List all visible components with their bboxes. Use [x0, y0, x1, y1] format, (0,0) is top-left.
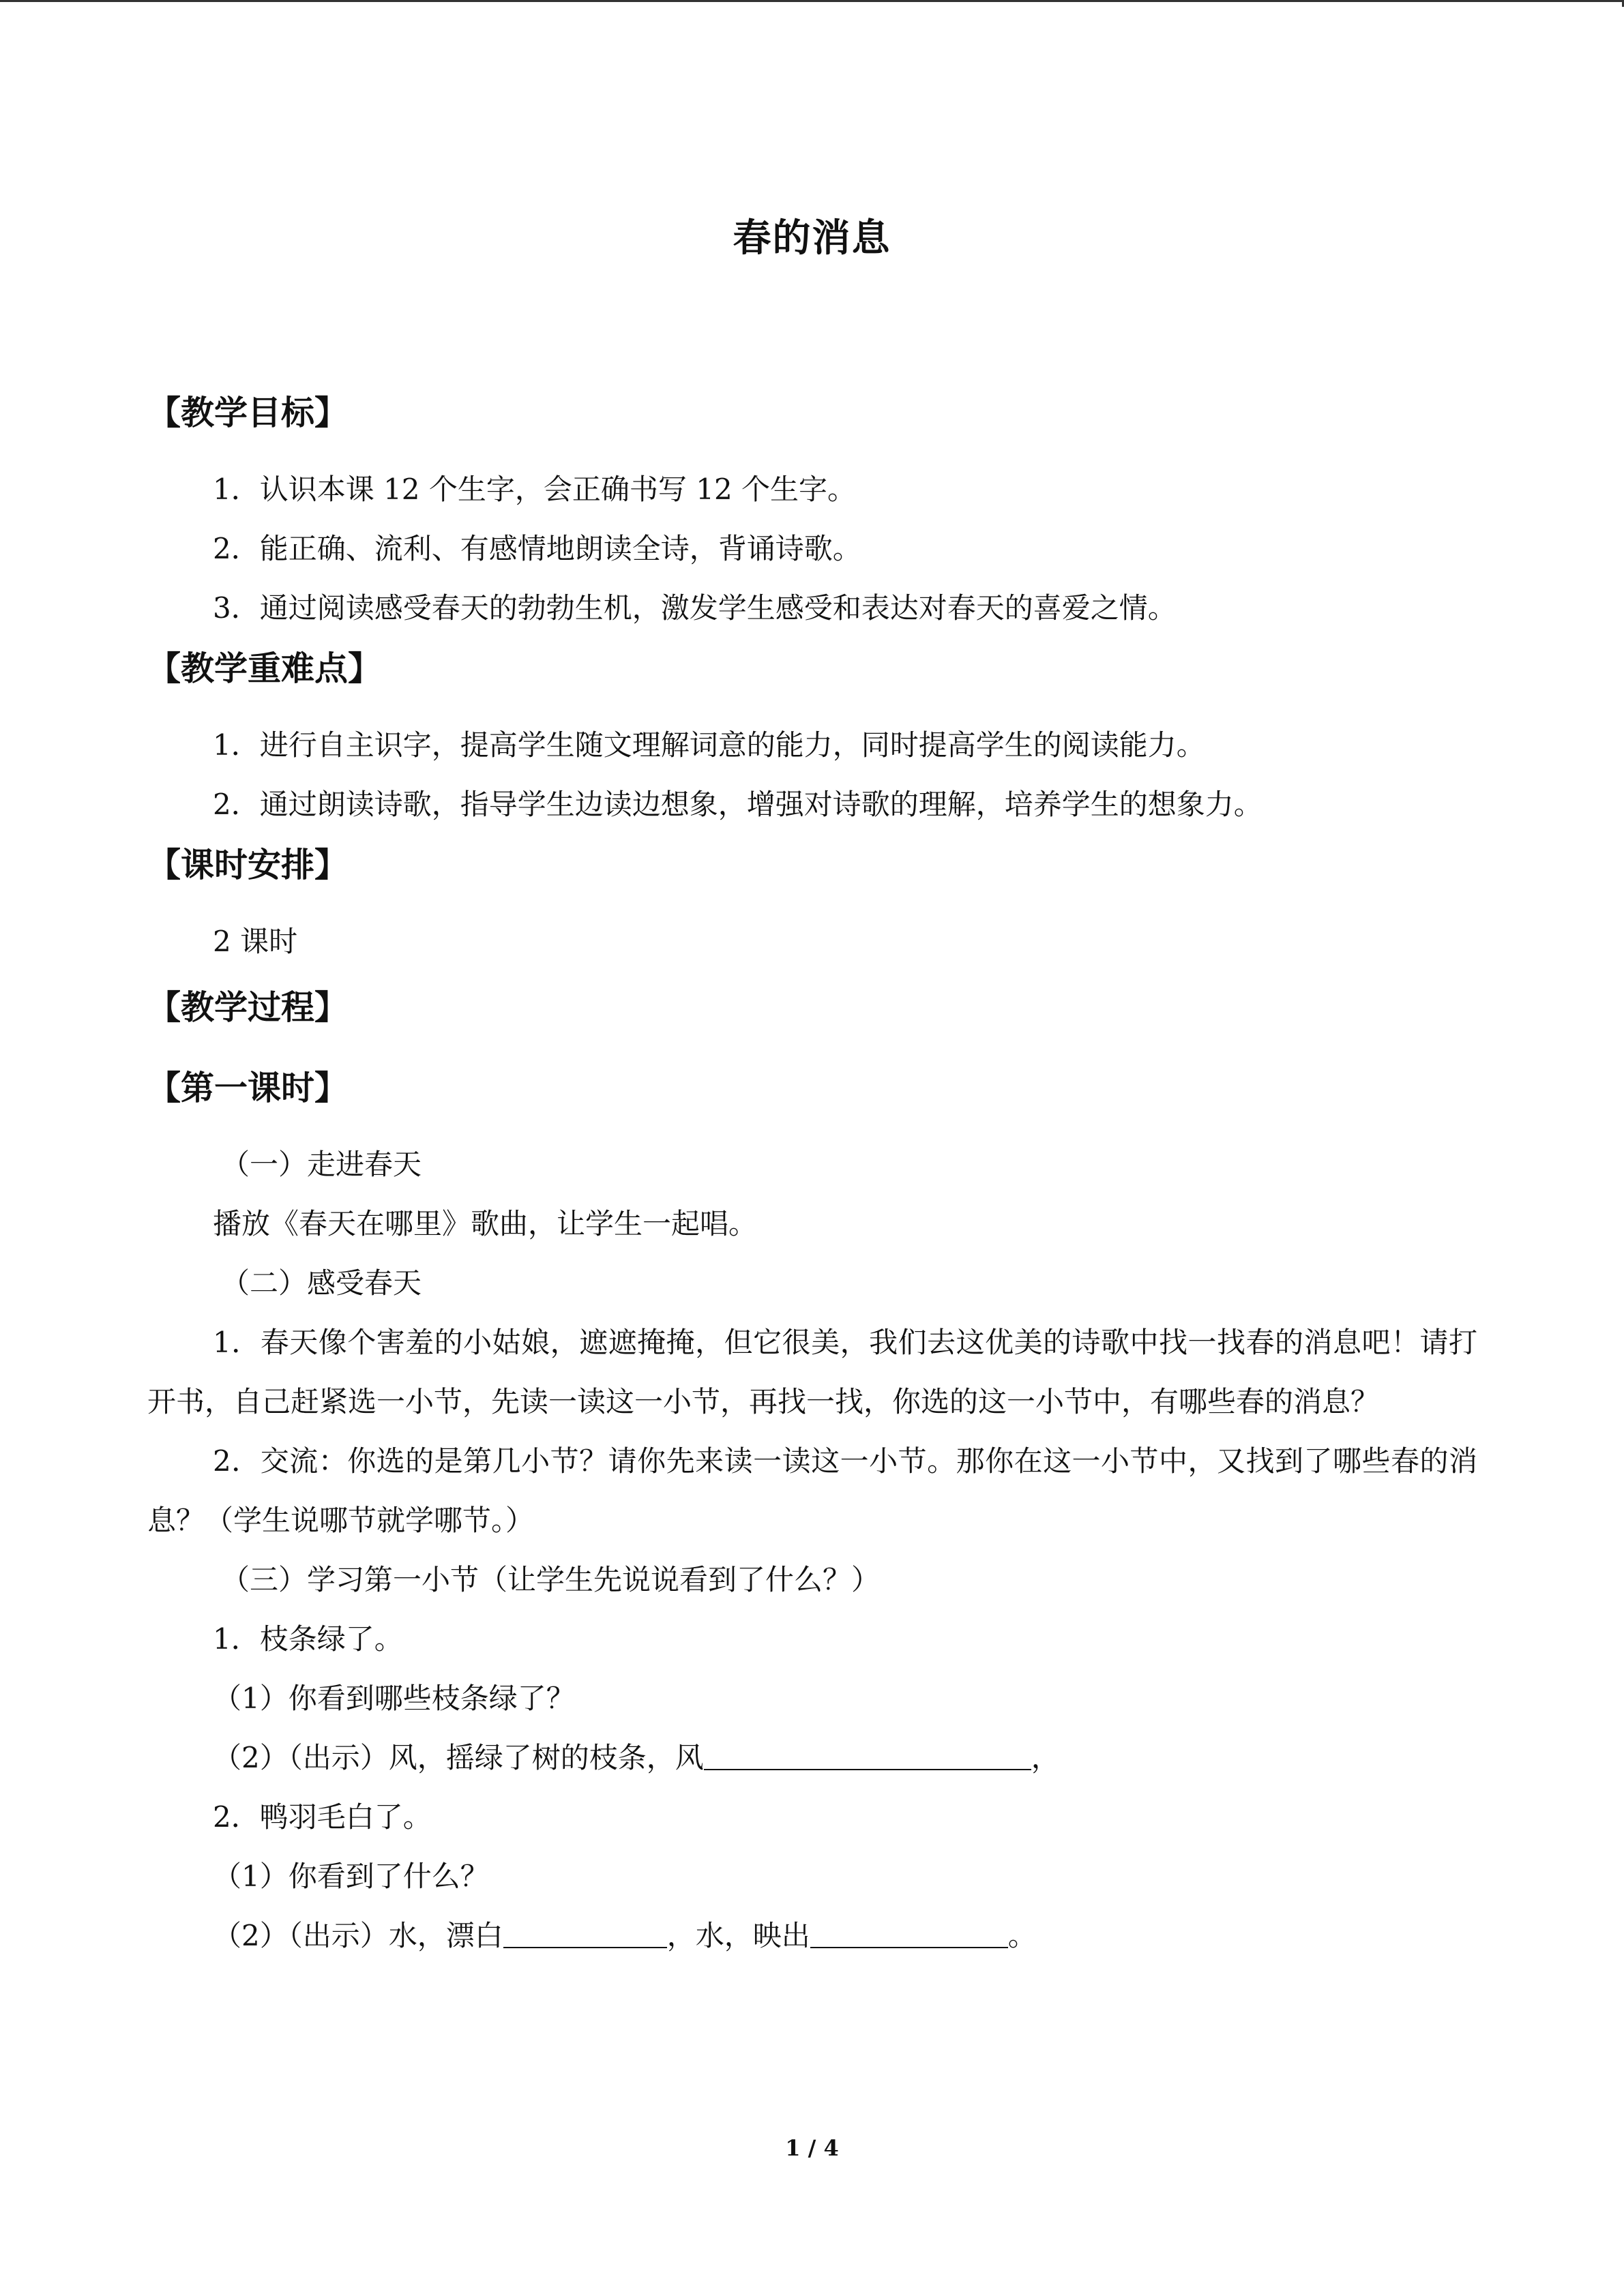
document-title: 春的消息	[733, 216, 891, 260]
item1-question-1: （1）你看到哪些枝条绿了？	[213, 1682, 575, 1715]
item2-question-2-end: 。	[1007, 1919, 1037, 1952]
item2-question-2-part-b: ，水，映出	[666, 1919, 810, 1952]
key-point-item: 2．通过朗读诗歌，指导学生边读边想象，增强对诗歌的理解，培养学生的想象力。	[213, 788, 1263, 821]
item1-question-2-text: （2）（出示）风，摇绿了树的枝条，风	[213, 1741, 704, 1774]
item2-question-2	[147, 1906, 1477, 1965]
fill-in-blank	[810, 1920, 1008, 1948]
key-point-item: 1．进行自主识字，提高学生随文理解词意的能力，同时提高学生的阅读能力。	[213, 728, 1205, 762]
step1-title: （一）走进春天	[221, 1148, 422, 1181]
page-number: 1 / 4	[785, 2135, 839, 2161]
step1-text: 播放《春天在哪里》歌曲，让学生一起唱。	[213, 1207, 758, 1240]
step2-paragraph-2: 2．交流：你选的是第几小节？请你先来读一读这一小节。那你在这一小节中，又找到了哪些春的消息？（学生说哪节就学哪节。）	[147, 1444, 1477, 1537]
section-heading-lesson1: 【第一课时】	[147, 1069, 349, 1107]
section-heading-schedule: 【课时安排】	[147, 846, 349, 884]
section-heading-key-points: 【教学重难点】	[147, 649, 382, 688]
section-heading-goals: 【教学目标】	[147, 393, 349, 432]
item1-question-2-end: ，	[1031, 1741, 1060, 1774]
schedule-text: 2 课时	[213, 925, 298, 958]
item2-question-1: （1）你看到了什么？	[213, 1860, 489, 1893]
item2-question-2-part-a: （2）（出示）水，漂白	[213, 1919, 503, 1952]
step2-title: （二）感受春天	[221, 1266, 422, 1300]
step2-paragraph-1: 1．春天像个害羞的小姑娘，遮遮掩掩，但它很美，我们去这优美的诗歌中找一找春的消息吧！请打开书，自己赶紧选一小节，先读一读这一小节，再找一找，你选的这一小节中，有哪些春的消息？	[147, 1326, 1477, 1418]
document-content	[147, 382, 1477, 1965]
section-heading-process: 【教学过程】	[147, 988, 349, 1027]
goal-item: 2．能正确、流利、有感情地朗读全诗，背诵诗歌。	[213, 532, 861, 565]
goal-item: 1．认识本课 12 个生字，会正确书写 12 个生字。	[213, 473, 857, 506]
step3-title: （三）学习第一小节（让学生先说说看到了什么？）	[221, 1563, 881, 1596]
item2-text: 2．鸭羽毛白了。	[213, 1800, 432, 1834]
item1-text: 1．枝条绿了。	[213, 1622, 403, 1656]
goal-item: 3．通过阅读感受春天的勃勃生机，激发学生感受和表达对春天的喜爱之情。	[213, 591, 1177, 625]
fill-in-blank	[503, 1920, 667, 1948]
item1-question-2	[147, 1728, 1477, 1787]
fill-in-blank	[704, 1742, 1031, 1770]
